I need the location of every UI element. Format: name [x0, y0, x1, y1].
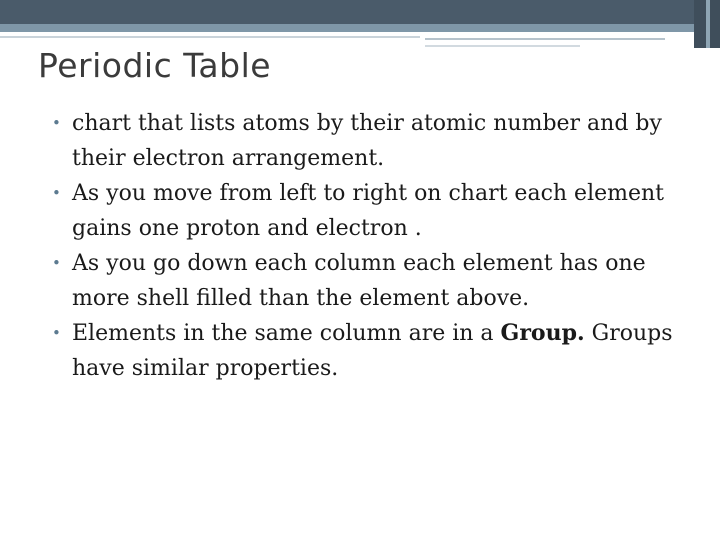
bullet-text: chart that lists atoms by their atomic number and by their electron arrangement.: [72, 111, 662, 171]
bullet-text-before: Elements in the same column are in a: [72, 321, 501, 346]
bullet-dot-icon: •: [52, 324, 61, 342]
divider-line: [425, 45, 580, 47]
bullet-dot-icon: •: [52, 184, 61, 202]
bullet-bold-term: Group.: [500, 320, 585, 346]
bullet-dot-icon: •: [52, 114, 61, 132]
bullet-item: [52, 316, 692, 386]
bullet-item: [52, 246, 692, 316]
divider-line: [425, 38, 665, 40]
bullet-text: As you go down each column each element has one more shell filled than the element above.: [72, 251, 646, 311]
slide-title: Periodic Table: [38, 46, 272, 85]
bullet-text-after: Groups have similar properties.: [72, 321, 673, 381]
header-accent-bar: [0, 24, 720, 32]
divider-line: [0, 36, 420, 38]
bullet-dot-icon: •: [52, 254, 61, 272]
bullet-text: As you move from left to right on chart each element gains one proton and electron .: [72, 181, 665, 241]
bullet-list: [52, 106, 692, 386]
bullet-item: [52, 106, 692, 176]
bullet-item: [52, 176, 692, 246]
header-bar: [0, 0, 720, 24]
corner-stripe: [706, 0, 710, 48]
